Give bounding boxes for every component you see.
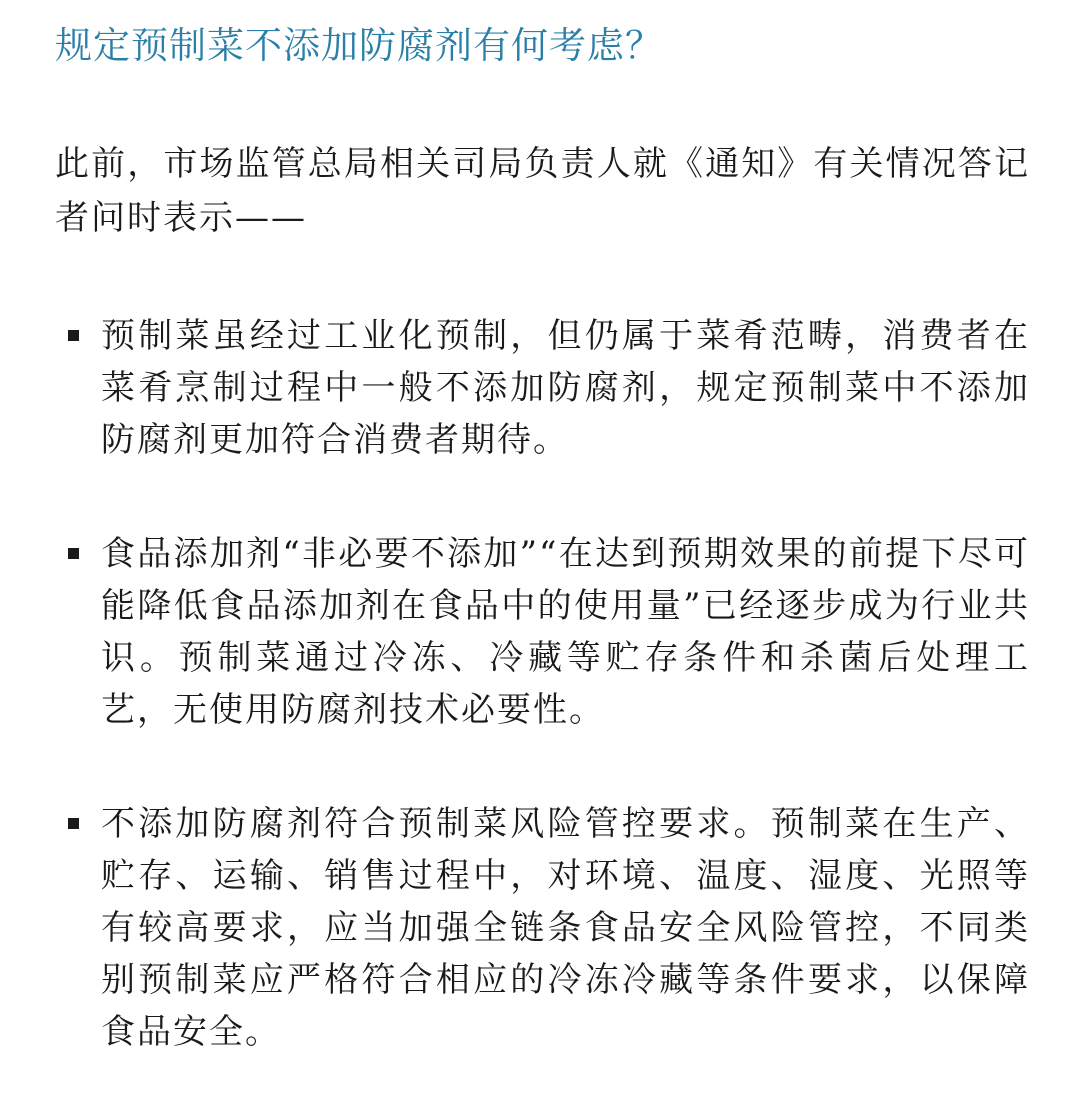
bullet-text: 食品添加剂“非必要不添加”“在达到预期效果的前提下尽可能降低食品添加剂在食品中的使用量”已经逐步成为行业共识。预制菜通过冷冻、冷藏等贮存条件和杀菌后处理工艺，无使用防腐剂技术必要性。	[101, 534, 1030, 730]
bullet-item	[55, 798, 1030, 1058]
bullet-text: 不添加防腐剂符合预制菜风险管控要求。预制菜在生产、贮存、运输、销售过程中，对环境、温度、湿度、光照等有较高要求，应当加强全链条食品安全风险管控，不同类别预制菜应严格符合相应的冷冻冷藏等条件要求，以保障食品安全。	[101, 804, 1030, 1052]
bullet-item	[55, 310, 1030, 466]
section-title: 规定预制菜不添加防腐剂有何考虑？	[55, 24, 663, 67]
square-bullet-icon	[68, 330, 79, 341]
square-bullet-icon	[68, 818, 79, 829]
intro-paragraph: 此前，市场监管总局相关司局负责人就《通知》有关情况答记者问时表示——	[55, 144, 1030, 238]
bullet-text: 预制菜虽经过工业化预制，但仍属于菜肴范畴，消费者在菜肴烹制过程中一般不添加防腐剂，规定预制菜中不添加防腐剂更加符合消费者期待。	[101, 316, 1030, 460]
bullet-list	[55, 310, 1030, 1058]
square-bullet-icon	[68, 548, 79, 559]
bullet-item	[55, 528, 1030, 736]
